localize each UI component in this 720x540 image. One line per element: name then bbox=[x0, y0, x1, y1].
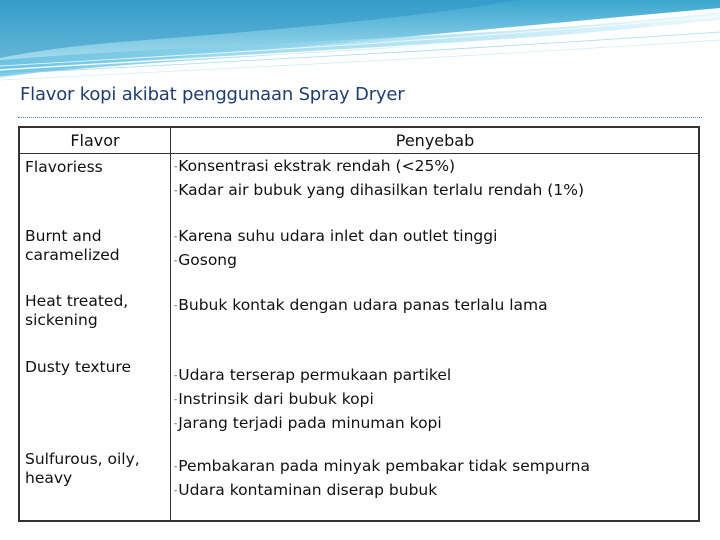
cause-item: -Karena suhu udara inlet dan outlet tinggi bbox=[174, 227, 498, 245]
cause-item: -Gosong bbox=[174, 251, 237, 269]
cause-item: -Pembakaran pada minyak pembakar tidak sempurna bbox=[174, 457, 590, 475]
cause-item: -Udara terserap permukaan partikel bbox=[174, 366, 452, 384]
title-divider bbox=[18, 117, 702, 118]
row-4-causes bbox=[174, 364, 694, 436]
header-cause: Penyebab bbox=[395, 131, 475, 150]
cause-item: -Konsentrasi ekstrak rendah (<25%) bbox=[174, 157, 456, 175]
cause-item: -Instrinsik dari bubuk kopi bbox=[174, 390, 374, 408]
decorative-banner bbox=[0, 0, 720, 90]
row-5-flavor: Sulfurous, oily, heavy bbox=[25, 450, 140, 487]
row-5-causes bbox=[174, 455, 694, 503]
row-4-flavor: Dusty texture bbox=[25, 358, 131, 376]
header-flavor: Flavor bbox=[70, 131, 120, 150]
row-2-flavor: Burnt and caramelized bbox=[25, 227, 120, 264]
cause-item: -Jarang terjadi pada minuman kopi bbox=[174, 414, 442, 432]
column-divider bbox=[170, 128, 171, 520]
cause-item: -Bubuk kontak dengan udara panas terlalu lama bbox=[174, 296, 548, 314]
cause-item: -Udara kontaminan diserap bubuk bbox=[174, 481, 438, 499]
header-divider bbox=[20, 153, 698, 154]
slide-title: Flavor kopi akibat penggunaan Spray Dryer bbox=[20, 84, 405, 105]
row-1-flavor: Flavoriess bbox=[25, 158, 103, 176]
row-3-causes bbox=[174, 294, 694, 318]
cause-item: -Kadar air bubuk yang dihasilkan terlalu rendah (1%) bbox=[174, 181, 584, 199]
row-2-causes bbox=[174, 225, 694, 273]
row-1-causes bbox=[174, 155, 694, 203]
flavor-table bbox=[18, 126, 700, 522]
row-3-flavor: Heat treated, sickening bbox=[25, 292, 129, 329]
